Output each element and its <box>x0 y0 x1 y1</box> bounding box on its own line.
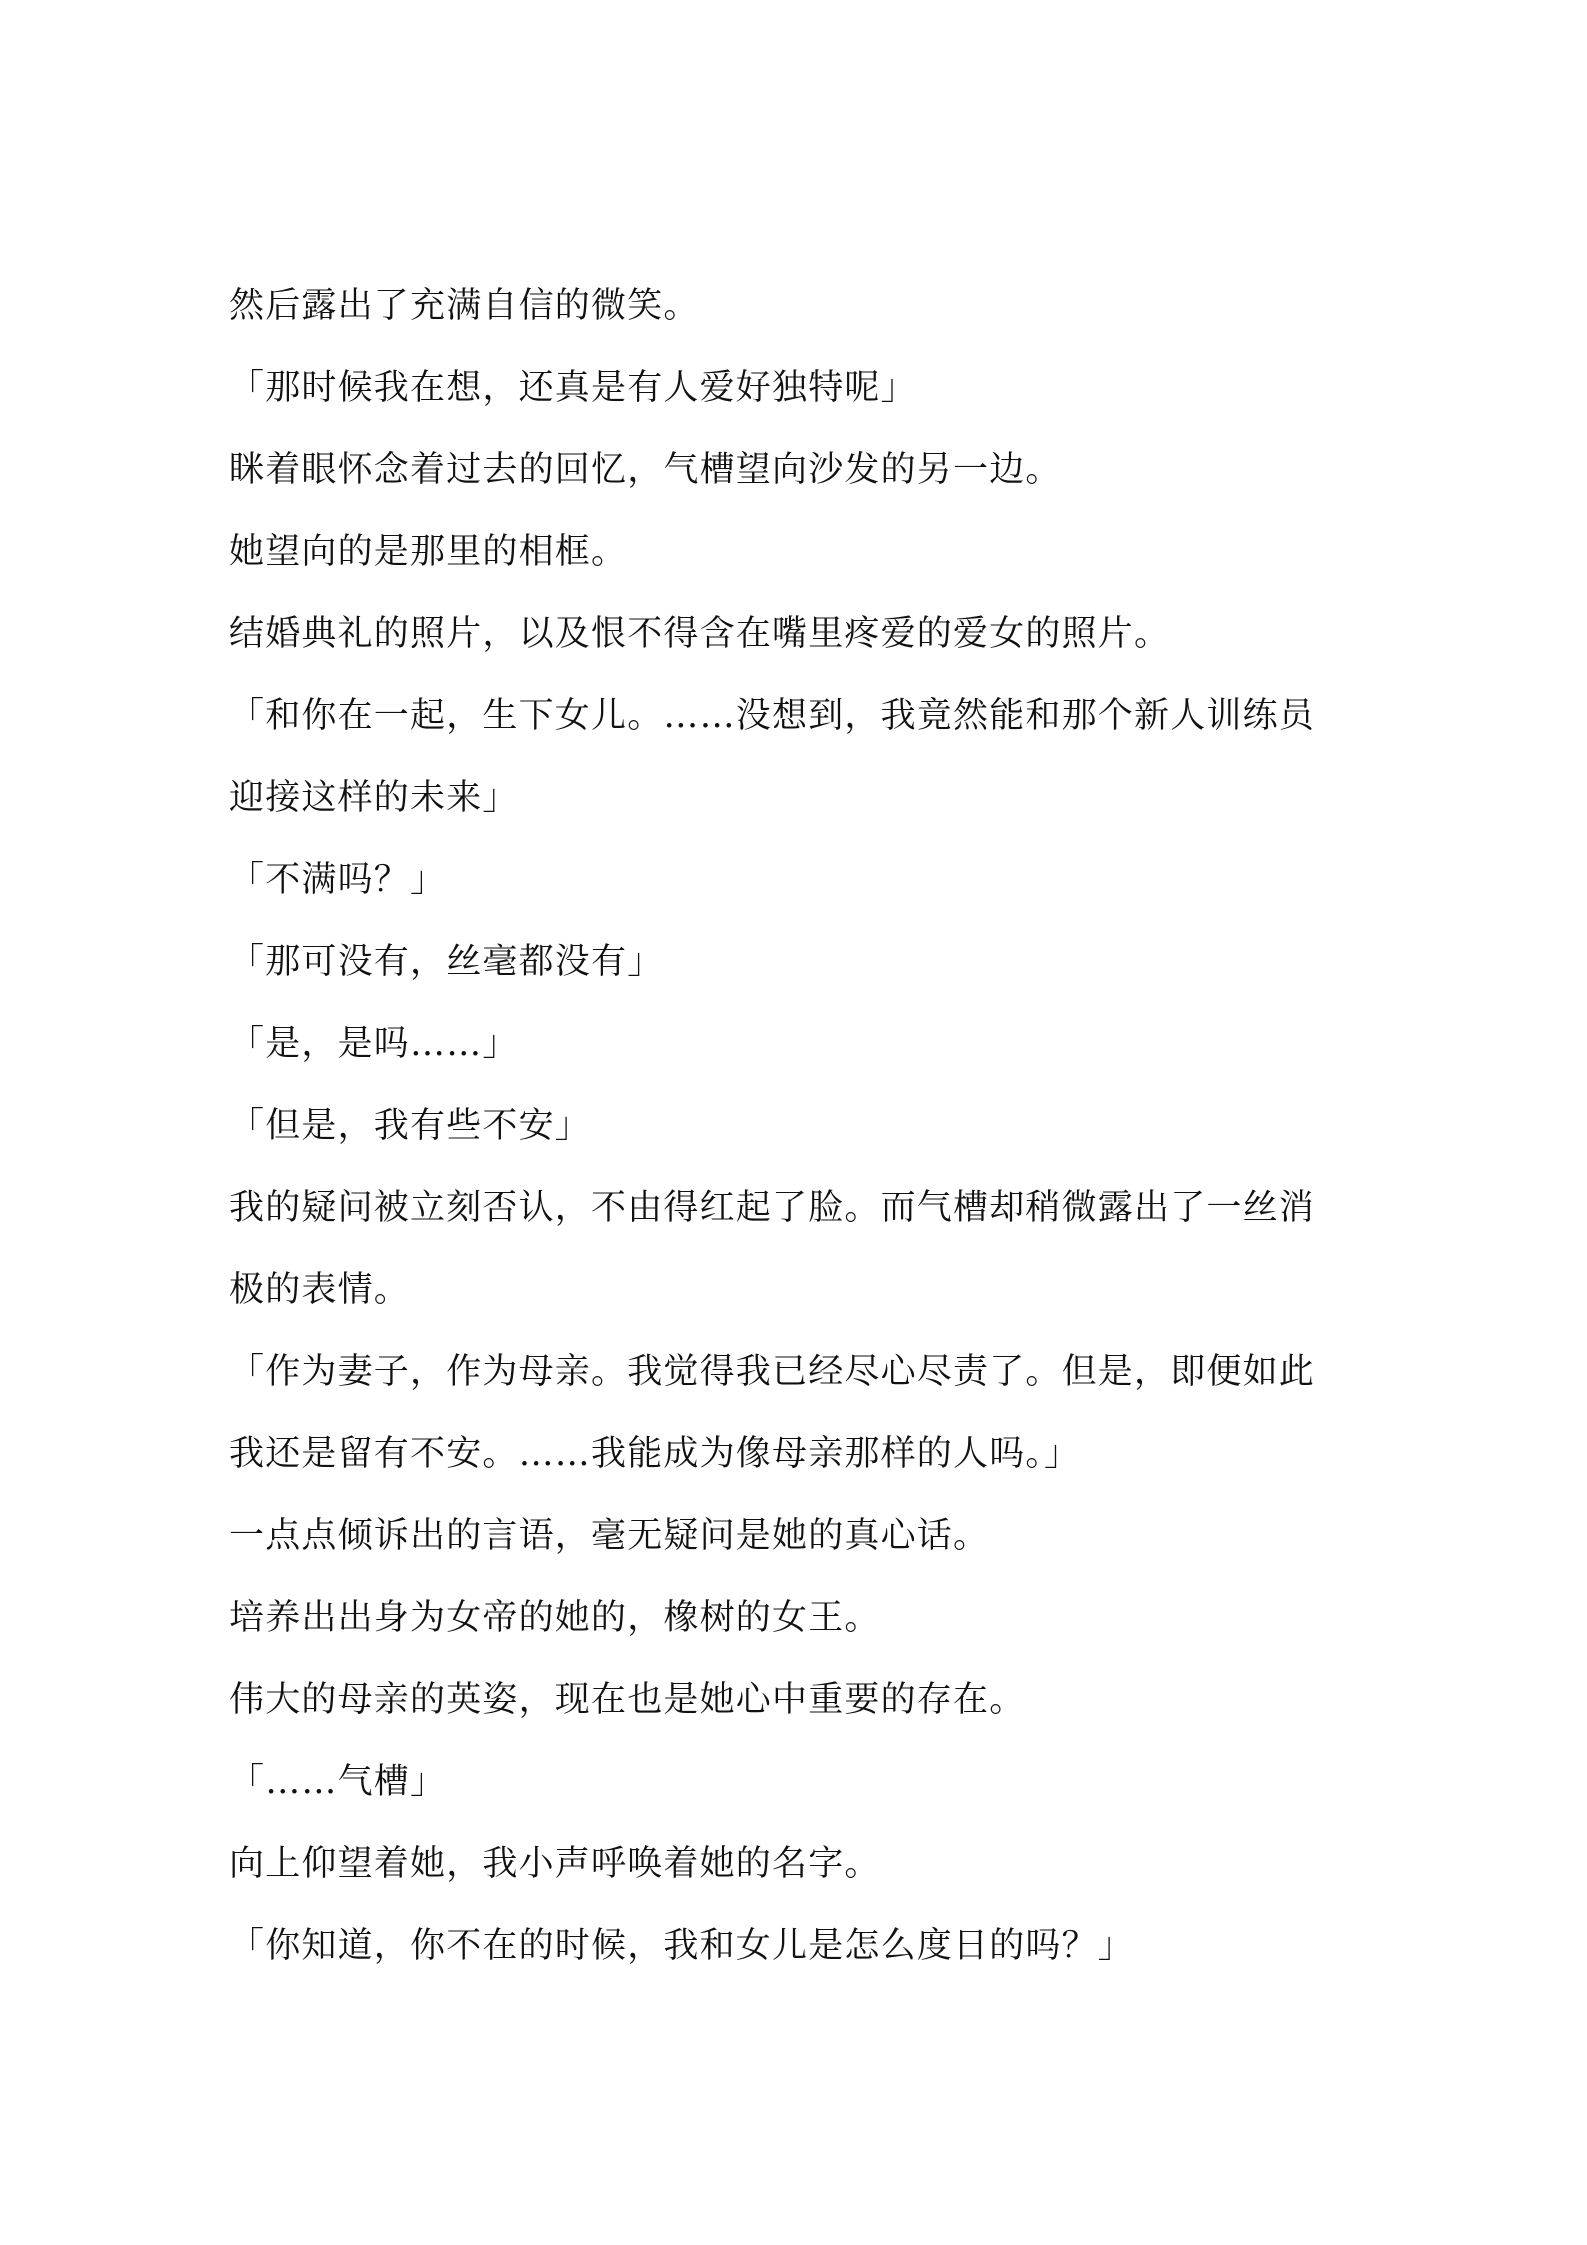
text-line: 「但是，我有些不安」 <box>229 1106 592 1146</box>
text-line: 「和你在一起，生下女儿。……没想到，我竟然能和那个新人训练员 <box>229 696 1316 736</box>
text-line: 她望向的是那里的相框。 <box>229 532 628 572</box>
text-line: 迎接这样的未来」 <box>229 778 519 818</box>
text-line: 「是，是吗……」 <box>229 1024 519 1064</box>
text-line: 一点点倾诉出的言语，毫无疑问是她的真心话。 <box>229 1516 990 1556</box>
text-line: 培养出出身为女帝的她的，橡树的女王。 <box>229 1598 881 1638</box>
text-line: 「作为妻子，作为母亲。我觉得我已经尽心尽责了。但是，即便如此 <box>229 1352 1316 1392</box>
text-line: 「不满吗？」 <box>229 860 447 900</box>
text-line: 眯着眼怀念着过去的回忆，气槽望向沙发的另一边。 <box>229 450 1062 490</box>
text-line: 「那可没有，丝毫都没有」 <box>229 942 664 982</box>
text-line: 「那时候我在想，还真是有人爱好独特呢」 <box>229 368 917 408</box>
document-body <box>229 276 1369 1998</box>
text-line: 伟大的母亲的英姿，现在也是她心中重要的存在。 <box>229 1680 1026 1720</box>
text-line: 结婚典礼的照片，以及恨不得含在嘴里疼爱的爱女的照片。 <box>229 614 1171 654</box>
text-line: 我的疑问被立刻否认，不由得红起了脸。而气槽却稍微露出了一丝消 <box>229 1188 1316 1228</box>
text-line: 向上仰望着她，我小声呼唤着她的名字。 <box>229 1844 881 1884</box>
text-line: 「……气槽」 <box>229 1762 447 1802</box>
text-line: 极的表情。 <box>229 1270 411 1310</box>
text-line: 「你知道，你不在的时候，我和女儿是怎么度日的吗？」 <box>229 1926 1135 1966</box>
text-line: 我还是留有不安。……我能成为像母亲那样的人吗。」 <box>229 1434 1081 1474</box>
text-line: 然后露出了充满自信的微笑。 <box>229 286 700 326</box>
